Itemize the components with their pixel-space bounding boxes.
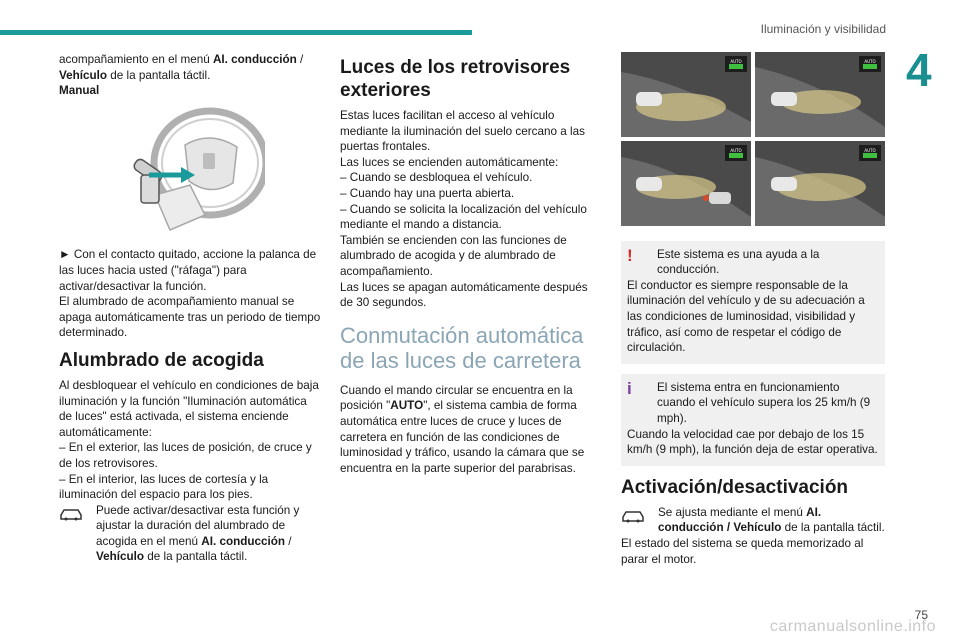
car-settings-icon xyxy=(59,505,83,521)
info-line-1: El sistema entra en funcionamiento cuando el vehículo supera los 25 km/h (9 mph). xyxy=(657,380,871,425)
retrovisores-item-locate: – Cuando se solicita la localización del vehículo mediante el mando a distancia. xyxy=(340,202,587,232)
top-accent-bar xyxy=(0,30,472,35)
retrovisores-item-unlock: – Cuando se desbloquea el vehículo. xyxy=(340,171,533,185)
section-title: Iluminación y visibilidad xyxy=(760,22,886,36)
svg-text:AUTO: AUTO xyxy=(864,59,876,64)
warning-note xyxy=(621,241,885,364)
svg-text:AUTO: AUTO xyxy=(864,148,876,153)
manual-note: El alumbrado de acompañamiento manual se apaga automáticamente tras un periodo de tiempo determinado. xyxy=(59,295,321,340)
heading-activacion: Activación/desactivación xyxy=(621,476,849,498)
info-icon: i xyxy=(627,378,632,398)
chapter-number: 4 xyxy=(906,44,932,96)
chapter-tab xyxy=(898,44,960,96)
touchscreen-tip: Puede activar/desactivar esta función y ajustar la duración del alumbrado de acogida en el menú AI. conducción / Vehículo de la pantalla táctil. xyxy=(59,503,321,565)
page-number: 75 xyxy=(914,608,928,622)
info-note xyxy=(621,374,885,466)
retrovisores-intro: Estas luces facilitan el acceso al vehículo mediante la iluminación del suelo cercano a las puertas frontales. xyxy=(340,109,585,154)
high-beam-illustration xyxy=(621,52,885,226)
activation-tip: Se ajusta mediante el menú AI. conducción / Vehículo de la pantalla táctil. xyxy=(621,505,885,536)
manual-step: ► Con el contacto quitado, accione la palanca de las luces hacia usted ("ráfaga") para activar/desactivar la función. xyxy=(59,248,317,293)
retrovisores-functions: También se encienden con las funciones de alumbrado de acogida y de alumbrado de acompañamiento. xyxy=(340,233,567,278)
car-settings-icon xyxy=(621,507,645,523)
warning-line-1: Este sistema es una ayuda a la conducción. xyxy=(657,247,820,277)
steering-wheel-stalk-illustration xyxy=(115,105,265,235)
heading-luces-retrovisores: Luces de los retrovisores exteriores xyxy=(340,57,571,101)
acogida-item-interior: – En el interior, las luces de cortesía y la iluminación del espacio para los pies. xyxy=(59,472,269,502)
heading-conmutacion-automatica: Conmutación automática de las luces de carretera xyxy=(340,322,584,373)
retrovisores-auto: Las luces se encienden automáticamente: xyxy=(340,155,559,169)
activation-note: El estado del sistema se queda memorizado al parar el motor. xyxy=(621,536,864,566)
info-body: Cuando la velocidad cae por debajo de los 15 km/h (9 mph), la función deja de estar operativa. xyxy=(627,427,878,457)
svg-text:AUTO: AUTO xyxy=(730,59,742,64)
watermark: carmanualsonline.info xyxy=(769,618,936,635)
heading-alumbrado-acogida: Alumbrado de acogida xyxy=(59,349,264,371)
retrovisores-item-door: – Cuando hay una puerta abierta. xyxy=(340,186,515,200)
column-2 xyxy=(340,52,602,476)
retrovisores-off: Las luces se apagan automáticamente después de 30 segundos. xyxy=(340,280,588,310)
warning-icon: ! xyxy=(627,245,633,265)
warning-body: El conductor es siempre responsable de la iluminación del vehículo y de su adecuación a las condiciones de luminosidad, visibilidad y tráfico, así como de respetar el código de circulación. xyxy=(627,278,865,355)
intro-paragraph: acompañamiento en el menú AI. conducción / Vehículo de la pantalla táctil. xyxy=(59,53,304,82)
manual-subtitle: Manual xyxy=(59,84,100,98)
column-1 xyxy=(59,52,321,565)
svg-text:AUTO: AUTO xyxy=(730,148,742,153)
conmutacion-paragraph: Cuando el mando circular se encuentra en la posición "AUTO", el sistema cambia de forma automática entre luces de cruce y luces de carretera en función de las condiciones de luminosidad y tráfico, usando la cámara que se encuentra en la parte superior del parabrisas. xyxy=(340,383,585,475)
column-3 xyxy=(621,52,885,567)
acogida-item-exterior: – En el exterior, las luces de posición, de cruce y de los retrovisores. xyxy=(59,441,312,470)
acogida-paragraph: Al desbloquear el vehículo en condiciones de baja iluminación y la función "Iluminación automática de luces" está activada, el sistema enciende automáticamente: xyxy=(59,378,319,439)
